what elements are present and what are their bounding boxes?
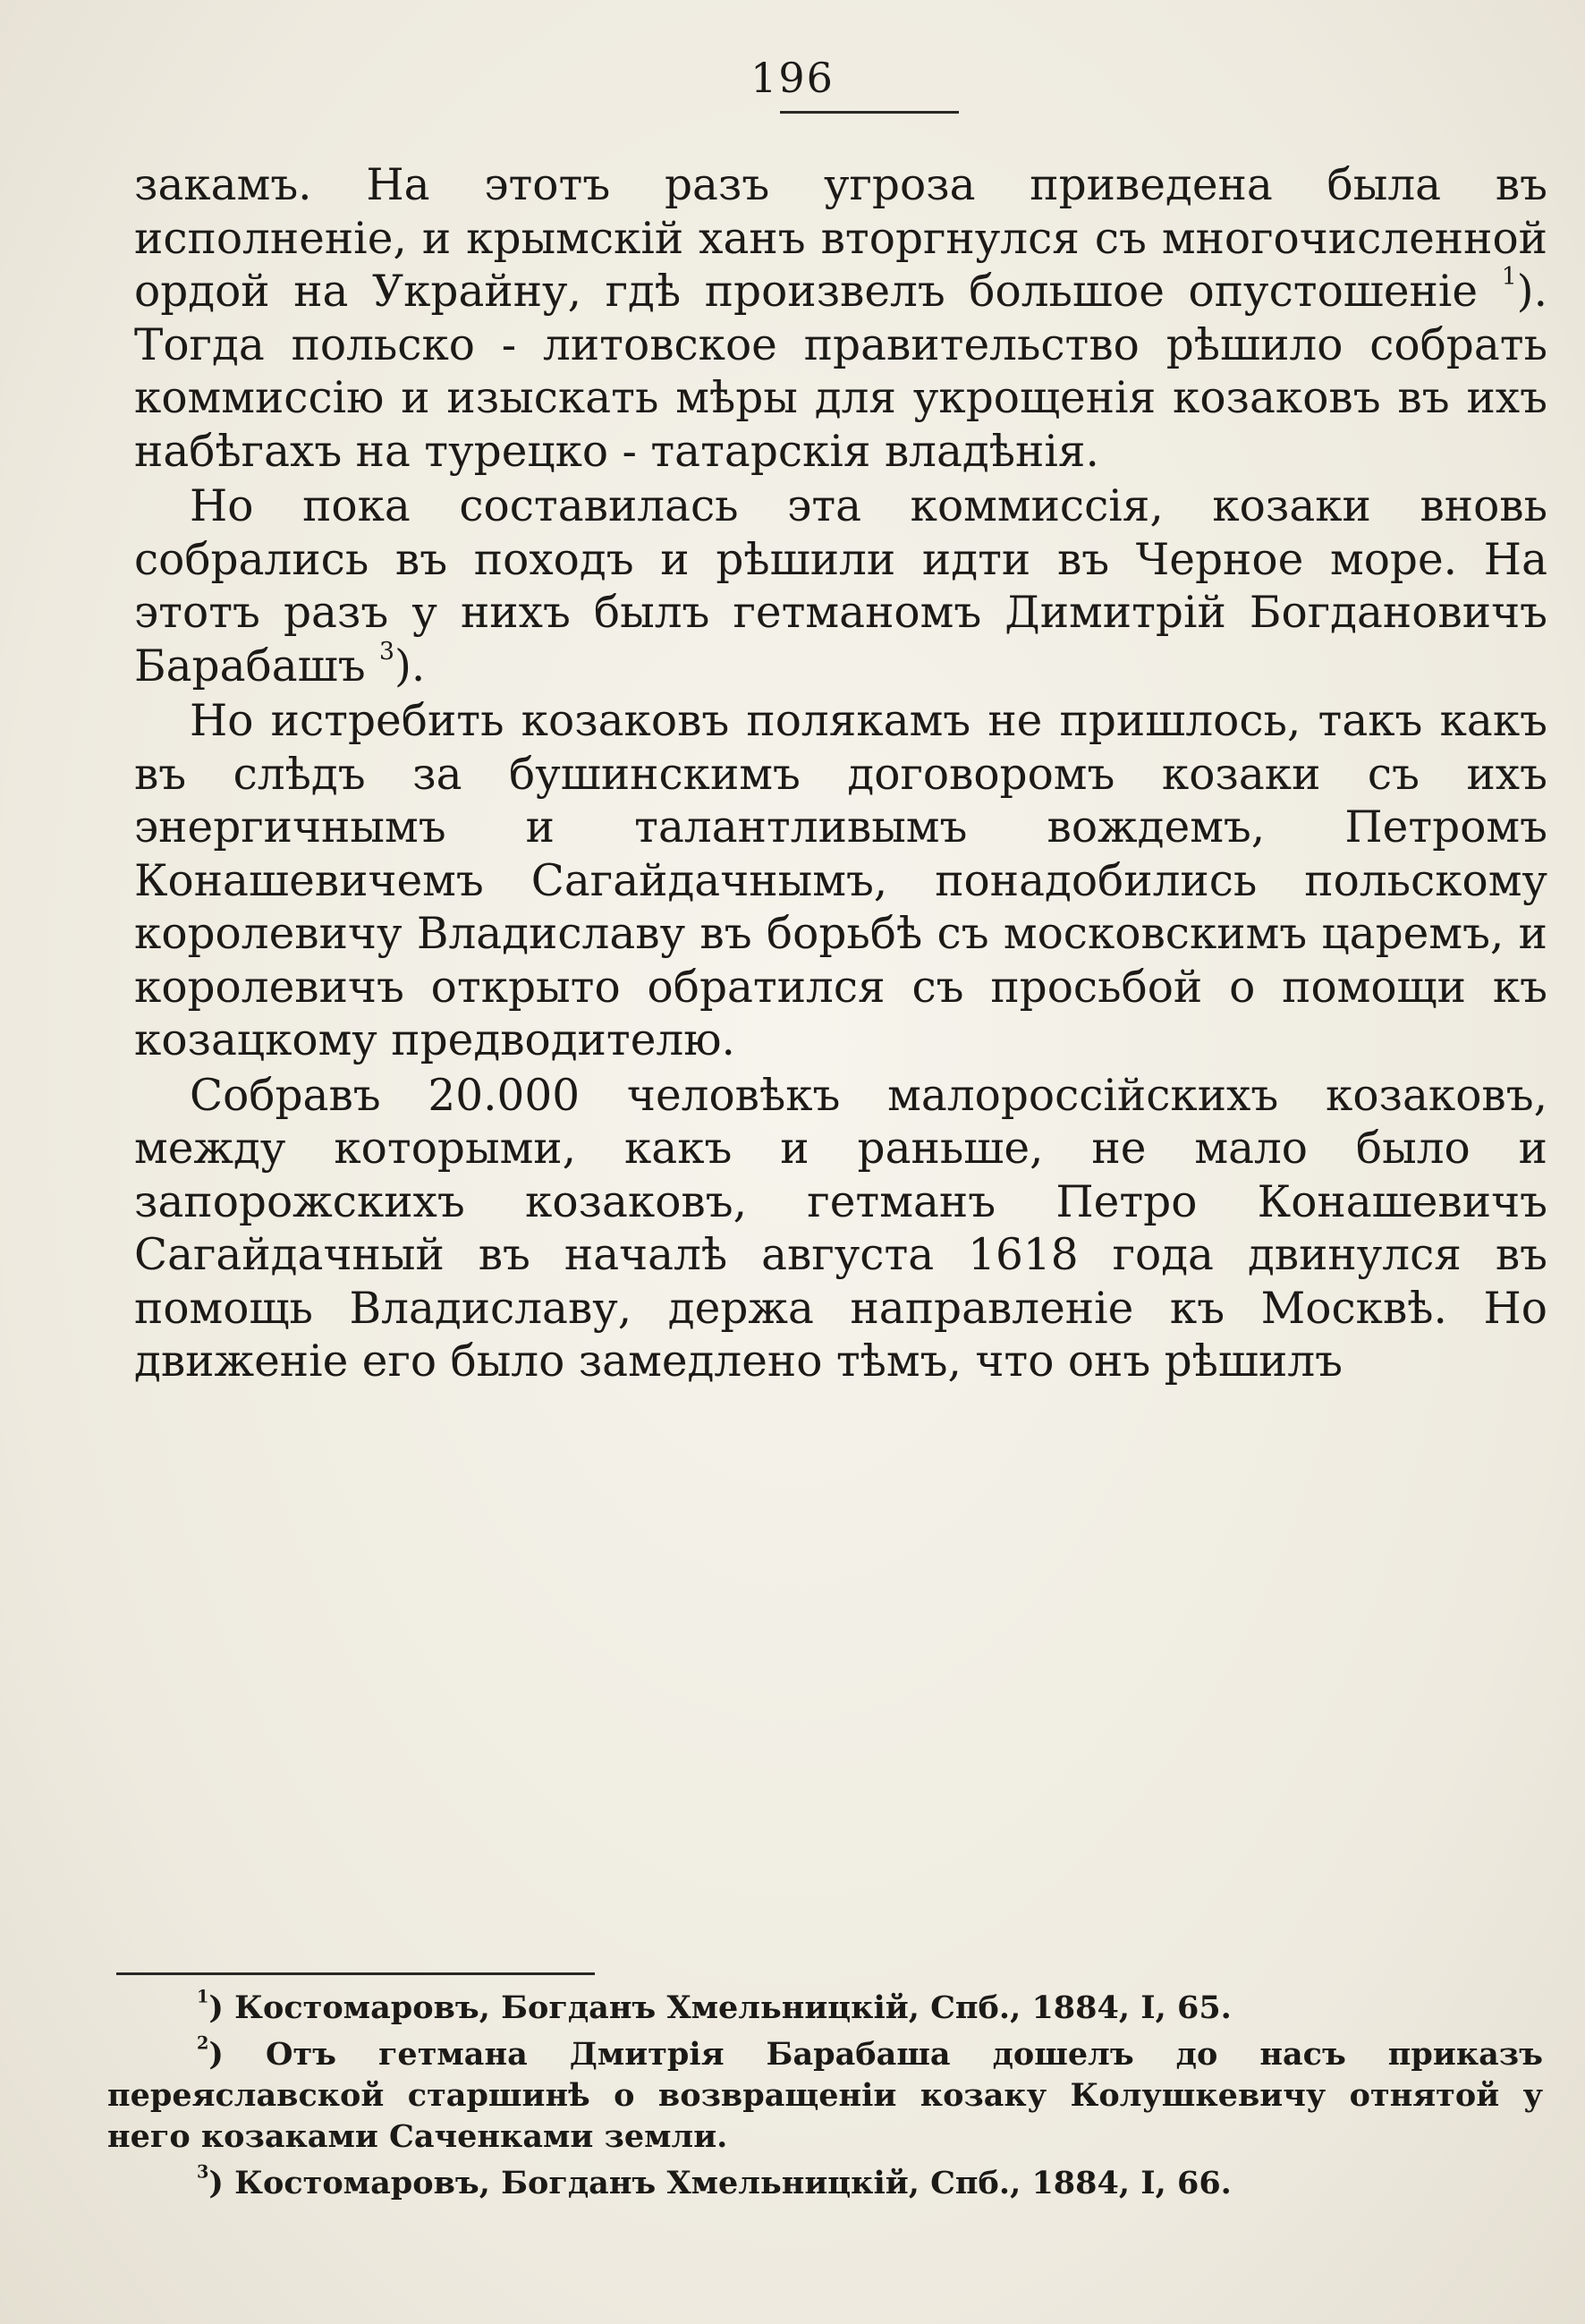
- paragraph-2: Но пока составилась эта коммиссія, козаки вновь собрались въ походъ и рѣшили идти въ Черное море. На этотъ разъ у нихъ былъ гетманомъ Димитрій Богдановичъ Барабашъ $^3$).: [134, 481, 1547, 691]
- footnote-ref-2: 3: [379, 637, 394, 666]
- main-text: [134, 159, 1547, 1389]
- footnote-mark: 1: [197, 1986, 209, 2007]
- footnote-divider: [116, 1972, 595, 1975]
- paragraph-3: Но истребить козаковъ полякамъ не пришлось, такъ какъ въ слѣдъ за бушинскимъ договоромъ козаки съ ихъ энергичнымъ и талантливымъ вождемъ, Петромъ Конашевичемъ Сагайдачнымъ, понадобились польскому королевичу Владиславу въ борьбѣ съ московскимъ царемъ, и королевичъ открыто обратился съ просьбой о помощи къ козацкому предводителю.: [134, 696, 1547, 1065]
- footnote-3: $^3$) Костомаровъ, Богданъ Хмельницкій, Спб., 1884, I, 66.: [197, 2161, 1232, 2201]
- footnote-1: $^1$) Костомаровъ, Богданъ Хмельницкій, Спб., 1884, I, 65.: [197, 1986, 1232, 2026]
- paragraph-4: Собравъ 20.000 человѣкъ малороссійскихъ козаковъ, между которыми, какъ и раньше, не мало было и запорожскихъ козаковъ, гетманъ Петро Конашевичъ Сагайдачный въ началѣ августа 1618 года двинулся въ помощь Владиславу, держа направленіе къ Москвѣ. Но движеніе его было замедлено тѣмъ, что онъ рѣшилъ: [134, 1070, 1547, 1387]
- paragraph-1: закамъ. На этотъ разъ угроза приведена была въ исполненіе, и крымскій ханъ вторгнулся съ многочисленной ордой на Украйну, гдѣ произвелъ большое опустошеніе $^1$). Тогда польско - литовское правительство рѣшило собрать коммиссію и изыскать мѣры для укрощенія козаковъ въ ихъ набѣгахъ на турецко - татарскія владѣнія.: [134, 160, 1547, 477]
- footnote-ref-1: 1: [1501, 263, 1517, 291]
- page-number: 196: [750, 54, 835, 102]
- footnote-mark: 2: [197, 2032, 209, 2054]
- page-number-rule: [780, 111, 959, 114]
- footnotes: [107, 1988, 1543, 2204]
- footnote-mark: 3: [197, 2161, 209, 2183]
- footnote-2: $^2$) Отъ гетмана Дмитрія Барабаша дошелъ до насъ приказъ переяславской старшинѣ о возвращеніи козаку Колушкевичу отнятой у него козаками Саченками земли.: [107, 2032, 1543, 2155]
